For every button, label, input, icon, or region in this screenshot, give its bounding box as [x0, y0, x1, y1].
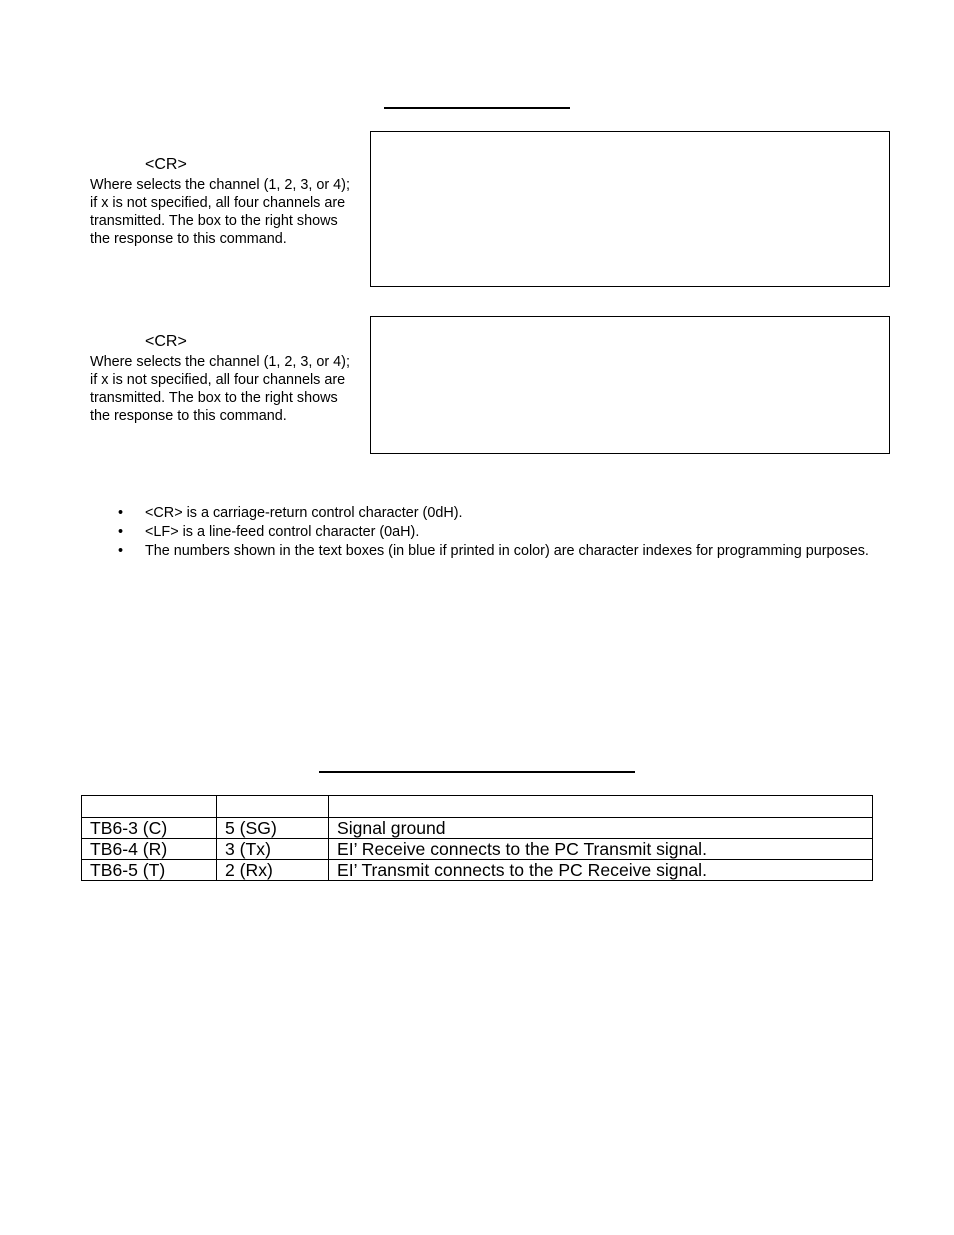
table-row: [82, 860, 873, 881]
pc-pin-cell: 5 (SG): [217, 818, 329, 839]
note-text: <LF> is a line-feed control character (0aH).: [145, 524, 420, 540]
table-row: [82, 839, 873, 860]
list-item: [118, 523, 878, 542]
bullet-icon: •: [118, 543, 124, 559]
table-heading-underline: [319, 771, 635, 773]
pin-connection-table: [81, 795, 873, 881]
command-block-2: [90, 332, 350, 425]
header-cell: [217, 796, 329, 818]
list-item: [118, 504, 878, 523]
table-header-row: [82, 796, 873, 818]
response-box-2: [370, 316, 890, 454]
notes-list: [118, 504, 878, 561]
bullet-icon: •: [118, 505, 124, 521]
command-block-1: [90, 155, 350, 248]
table-row: [82, 818, 873, 839]
header-cell: [82, 796, 217, 818]
terminal-cell: TB6-5 (T): [82, 860, 217, 881]
command-description: Where selects the channel (1, 2, 3, or 4); if x is not specified, all four channels are transmitted. The box to the right shows the response to this command.: [90, 354, 350, 424]
bullet-icon: •: [118, 524, 124, 540]
note-text: The numbers shown in the text boxes (in blue if printed in color) are character indexes for programming purposes.: [145, 543, 869, 559]
pc-pin-cell: 3 (Tx): [217, 839, 329, 860]
header-cell: [329, 796, 873, 818]
section-heading-underline: [384, 107, 570, 109]
terminal-cell: TB6-3 (C): [82, 818, 217, 839]
description-cell: EI’ Receive connects to the PC Transmit signal.: [329, 839, 873, 860]
description-cell: EI’ Transmit connects to the PC Receive signal.: [329, 860, 873, 881]
pc-pin-cell: 2 (Rx): [217, 860, 329, 881]
command-description: Where selects the channel (1, 2, 3, or 4); if x is not specified, all four channels are transmitted. The box to the right shows the response to this command.: [90, 177, 350, 247]
command-code: <CR>: [145, 156, 187, 173]
description-cell: Signal ground: [329, 818, 873, 839]
list-item: [118, 542, 878, 561]
note-text: <CR> is a carriage-return control character (0dH).: [145, 505, 463, 521]
response-box-1: [370, 131, 890, 287]
terminal-cell: TB6-4 (R): [82, 839, 217, 860]
command-code: <CR>: [145, 333, 187, 350]
